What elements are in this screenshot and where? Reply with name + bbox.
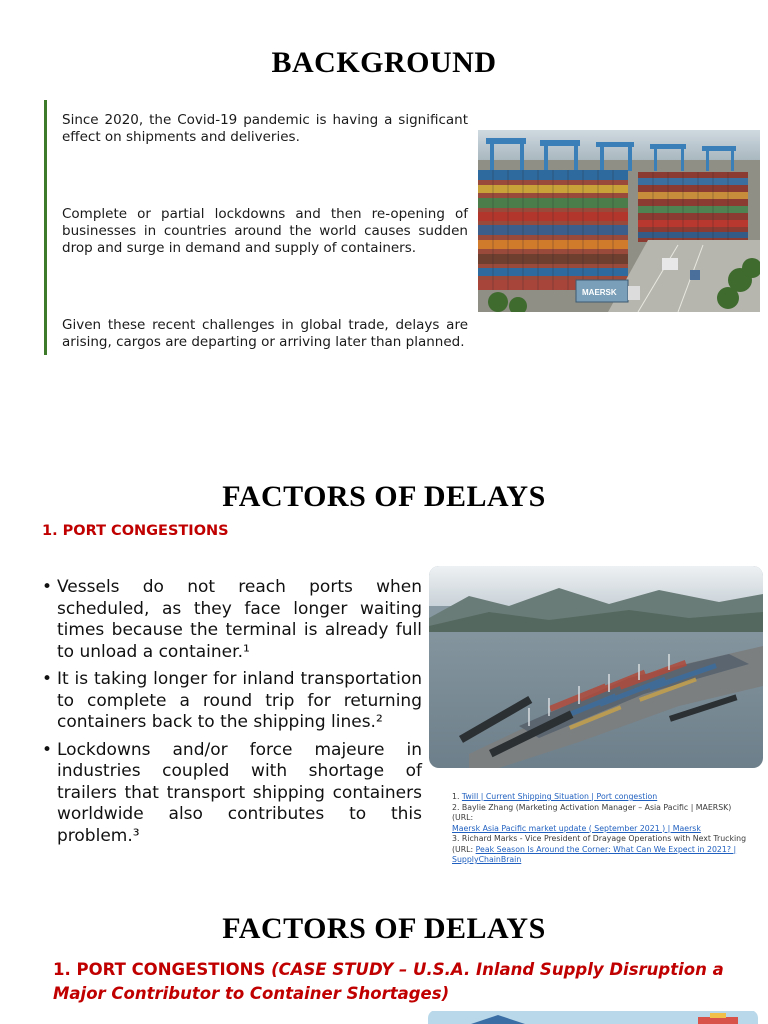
bullet-text: Lockdowns and/or force majeure in industries coupled with shortage of trailers that transport shipping containers worldwide also contributes to this problem.³ xyxy=(57,739,422,846)
bullet-text: It is taking longer for inland transportation to complete a round trip for returning containers back to the shipping lines.² xyxy=(57,669,422,732)
reference-3 xyxy=(452,834,752,866)
container-terminal-photo xyxy=(478,130,760,312)
truck-logo: MAERSK xyxy=(582,288,617,297)
slide-title: FACTORS OF DELAYS xyxy=(222,480,546,513)
reference-prefix: (URL: xyxy=(452,844,476,854)
case-study-heading xyxy=(53,958,733,1006)
slide-title: FACTORS OF DELAYS xyxy=(222,912,546,945)
paragraph: Given these recent challenges in global trade, delays are arising, cargos are departing or arriving later than planned. xyxy=(62,317,468,350)
bullet-dot: • xyxy=(42,739,53,760)
bullet-dot: • xyxy=(42,577,53,597)
reference-link[interactable]: Maersk Asia Pacific market update ( September 2021 ) | Maersk xyxy=(452,823,701,833)
bullet-text: Vessels do not reach ports when scheduled, as they face longer waiting times because the terminal is already full to unload a container.¹ xyxy=(57,577,422,662)
bullet-item xyxy=(42,740,422,848)
reference-link[interactable]: Peak Season Is Around the Corner: What Can We Expect in 2021? | SupplyChainBrain xyxy=(452,844,737,864)
reference-number: 1. xyxy=(452,792,462,801)
reference-text: 3. Richard Marks - Vice President of Drayage Operations with Next Trucking xyxy=(452,834,747,843)
reference-2 xyxy=(452,803,752,835)
port-aerial-photo xyxy=(429,566,763,768)
reference-link[interactable]: Twill | Current Shipping Situation | Port congestion xyxy=(461,792,658,801)
bullet-item xyxy=(42,669,422,734)
section-heading: 1. PORT CONGESTIONS xyxy=(42,523,229,539)
bullet-dot: • xyxy=(42,669,53,689)
partial-image xyxy=(428,1010,758,1024)
reference-text: 2. Baylie Zhang (Marketing Activation Manager – Asia Pacific | MAERSK) (URL: xyxy=(452,802,732,822)
slide-background xyxy=(0,0,768,400)
paragraph: Complete or partial lockdowns and then re-opening of businesses in countries around the world causes sudden drop and surge in demand and supply of containers. xyxy=(62,206,468,256)
references xyxy=(452,792,752,866)
case-study-title: (CASE STUDY – U.S.A. Inland Supply Disruption a Major Contributor to Container Shortages) xyxy=(53,960,724,1003)
paragraph: Since 2020, the Covid-19 pandemic is having a significant effect on shipments and deliveries. xyxy=(62,112,468,145)
reference-1 xyxy=(452,792,752,803)
bullet-item xyxy=(42,577,422,663)
slide-title: BACKGROUND xyxy=(271,46,497,79)
section-heading: 1. PORT CONGESTIONS xyxy=(53,960,266,979)
bullet-list xyxy=(42,577,422,853)
accent-bar xyxy=(44,100,47,355)
